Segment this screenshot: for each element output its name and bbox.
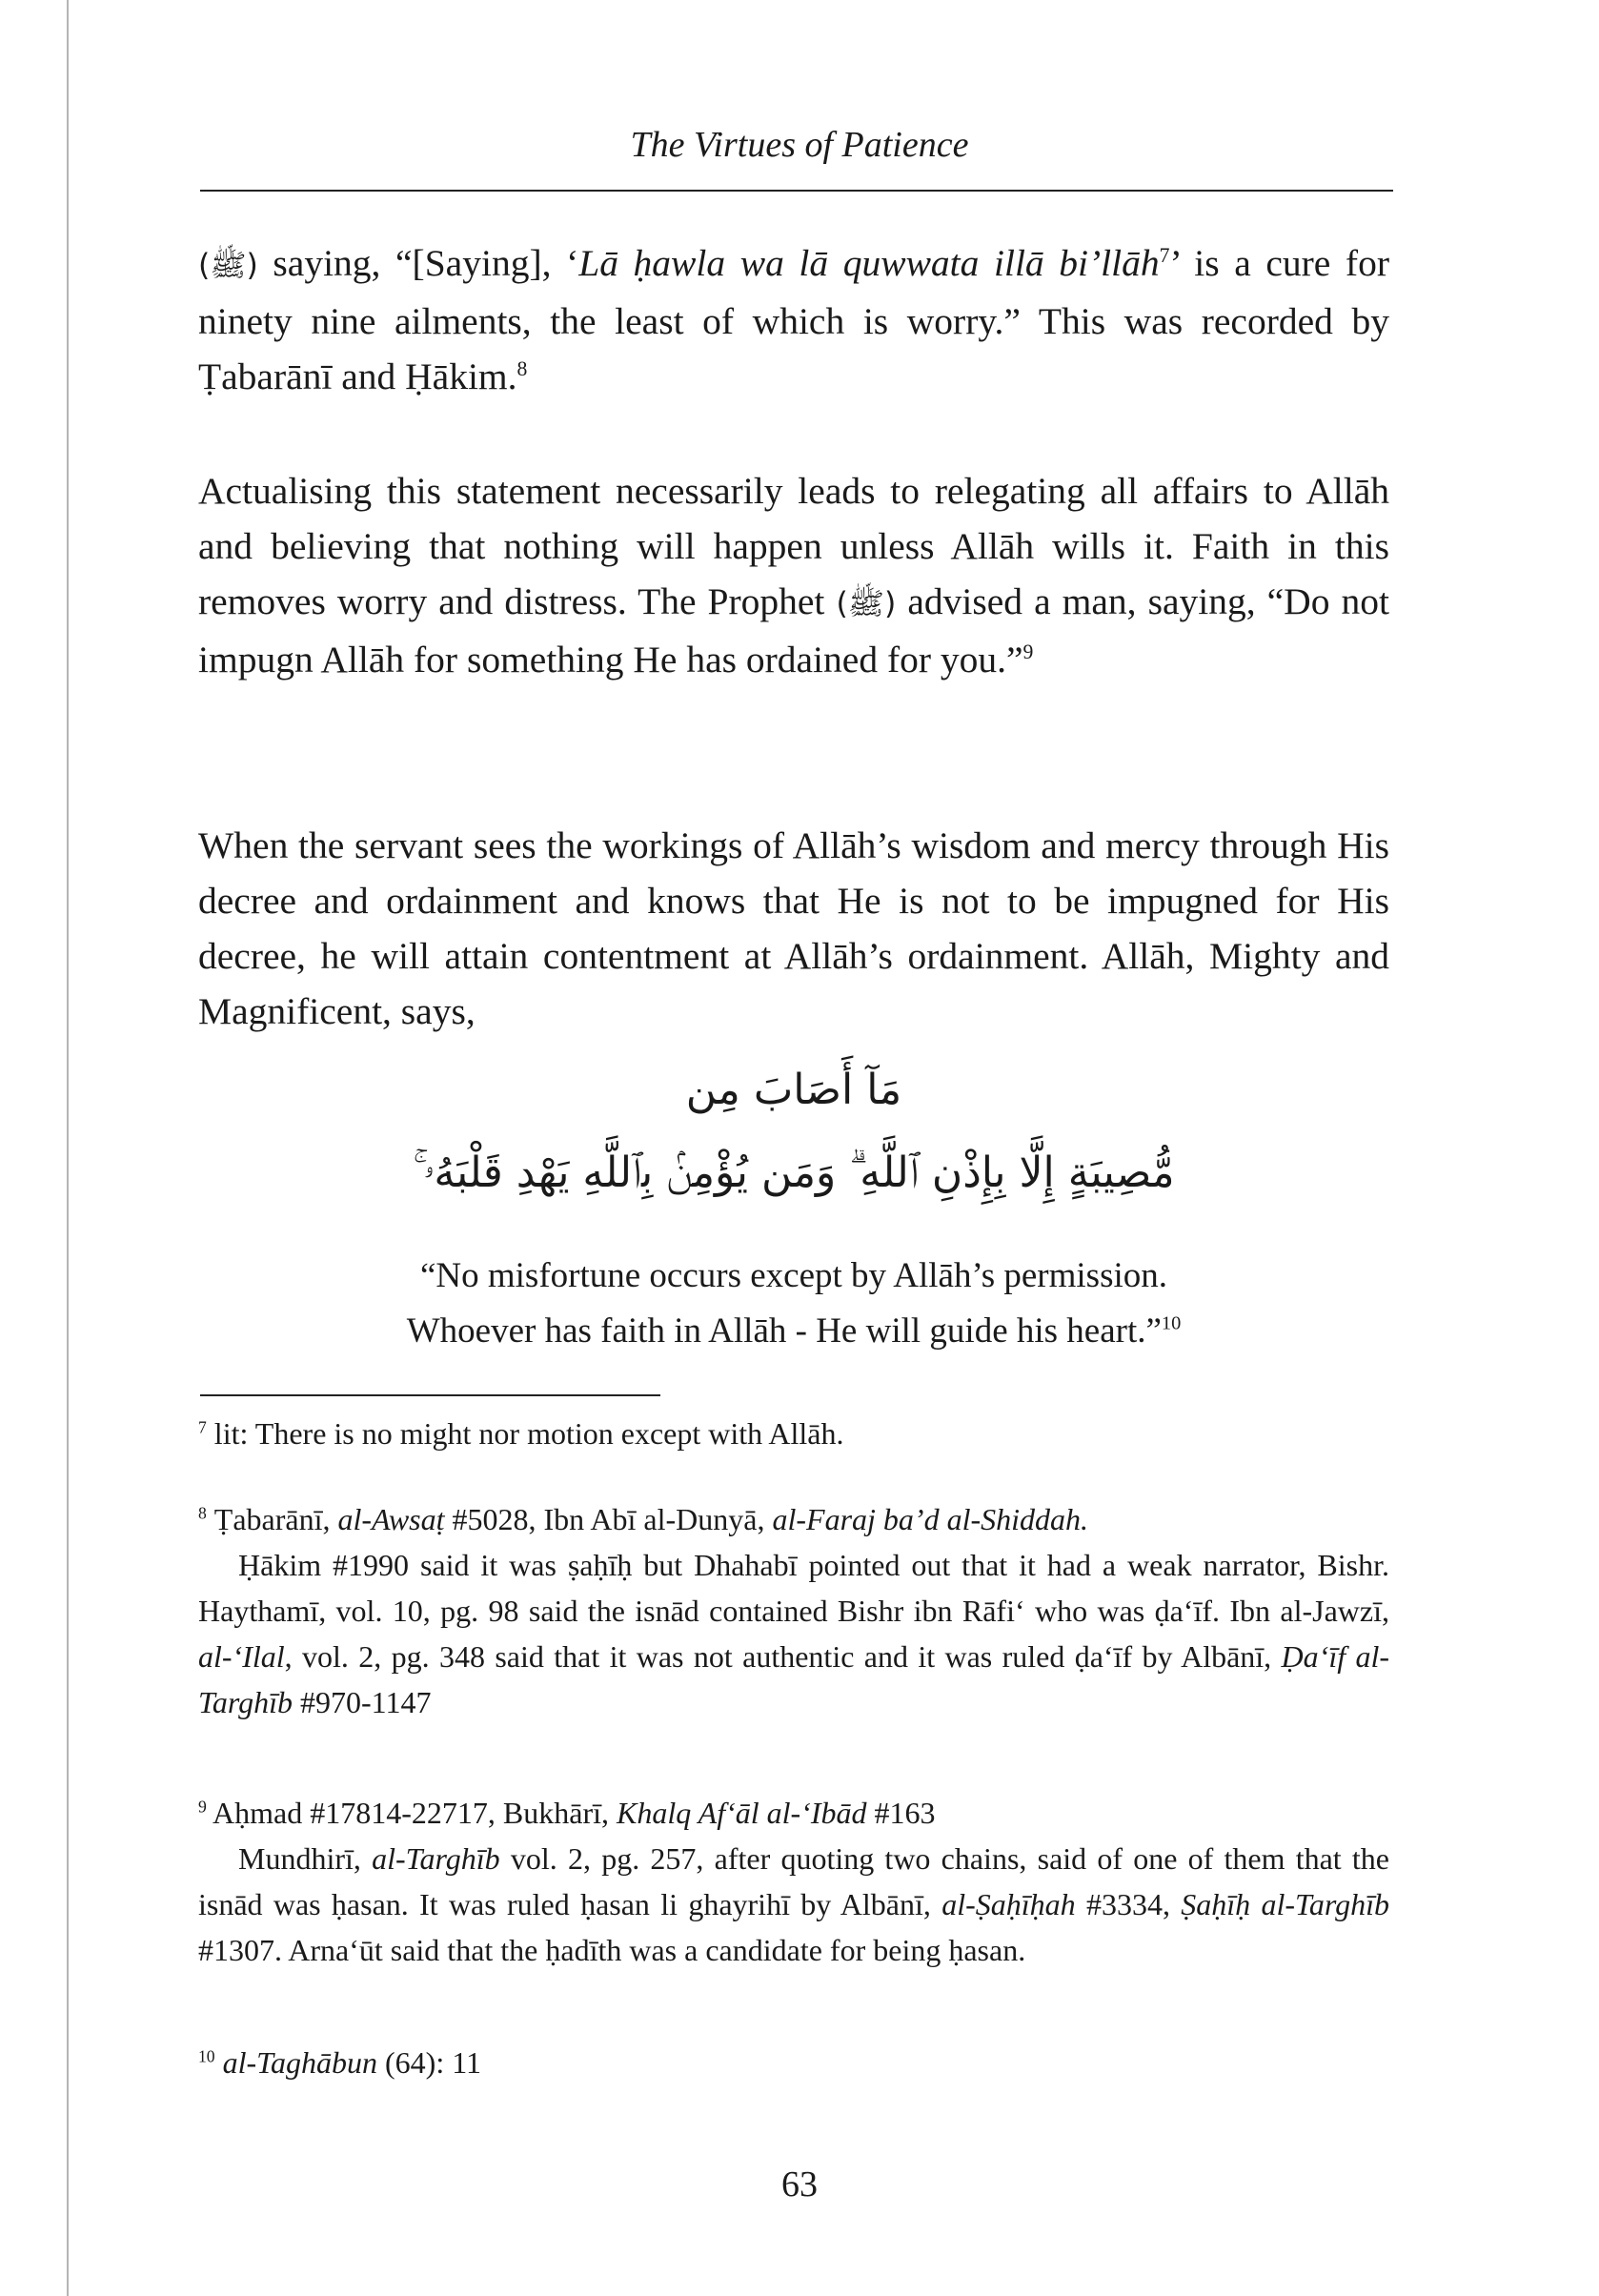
footnote-number: 8 <box>198 1503 207 1523</box>
paragraph-2: Actualising this statement necessarily leads to relegating all affairs to Allāh and believing that nothing will happen unless Allāh wills it. Faith in this removes worry and distress. The Prophet (ﷺ) advised a man, saying, “Do not impugn Allāh for something He has ordained for you.”$^9$ <box>198 470 1389 681</box>
footnote-ref-10[interactable]: 10 <box>1161 1312 1182 1334</box>
footnote-7: $^7$ lit: There is no might nor motion except with Allāh. <box>198 1416 844 1451</box>
footnote-number: 9 <box>198 1797 207 1817</box>
paragraph-1: (ﷺ) saying, “[Saying], ‘Lā ḥawla wa lā quwwata illā bi’llāh$^7$’ is a cure for ninety nine ailments, the least of which is worry.” This was recorded by Ṭabarānī and Ḥākim.$^8$ <box>198 242 1389 397</box>
footnote-separator <box>200 1394 660 1396</box>
translation-line-1: “No misfortune occurs except by Allāh’s permission. <box>419 1256 1168 1295</box>
page-number: 63 <box>781 2164 818 2205</box>
footnote-number: 7 <box>198 1417 207 1437</box>
quran-verse-translation <box>198 1249 1389 1359</box>
quran-verse-arabic-line-2: مُّصِيبَةٍ إِلَّا بِإِذْنِ ٱللَّهِ ۗ وَمَن يُؤْمِنۢ بِٱللَّهِ يَهْدِ قَلْبَهُۥ ۚ <box>413 1148 1175 1197</box>
paragraph-3: When the servant sees the workings of Allāh’s wisdom and mercy through His decree and ordainment and knows that He is not to be impugned for His decree, he will attain contentment at Allāh’s ordainment. Allāh, Mighty and Magnificent, says, <box>198 824 1389 1032</box>
footnote-ref-7[interactable]: 7 <box>1159 243 1170 267</box>
salutation-symbol: (ﷺ) <box>198 249 258 283</box>
transliterated-phrase: Lā ḥawla wa lā quwwata illā bi’llāh <box>578 242 1160 284</box>
header-rule <box>200 190 1393 192</box>
footnote-ref-8[interactable]: 8 <box>516 356 528 380</box>
footnote-ref-9[interactable]: 9 <box>1022 640 1034 663</box>
footnote-number: 10 <box>198 2046 215 2066</box>
running-head: The Virtues of Patience <box>630 125 969 165</box>
scan-gutter-line <box>67 0 69 2296</box>
footnote-8: $^8$ Ṭabarānī, al-Awsaṭ #5028, Ibn Abī al-Dunyā, al-Faraj ba’d al-Shiddah. Ḥākim #1990 said it was ṣaḥīḥ but Dhahabī pointed out that it had a weak narrator, Bishr. Haythamī, vol. 10, pg. 98 said the isnād contained Bishr ibn Rāfi‘ who was ḍa‘īf. Ibn al-Jawzī, al-‘Ilal, vol. 2, pg. 348 said that it was not authentic and it was ruled ḍa‘īf by Albānī, Ḍa‘īf al-Targhīb #970-1147 <box>198 1502 1390 1719</box>
translation-line-2: Whoever has faith in Allāh - He will guide his heart.”$^{10}$ <box>406 1311 1182 1351</box>
footnote-10: $^{10}$ al-Taghābun (64): 11 <box>198 2045 482 2080</box>
footnote-9: $^9$ Aḥmad #17814-22717, Bukhārī, Khalq Af‘āl al-‘Ibād #163 Mundhirī, al-Targhīb vol. 2, pg. 257, after quoting two chains, said of one of them that the isnād was ḥasan. It was ruled ḥasan li ghayrihī by Albānī, al-Ṣaḥīḥah #3334, Ṣaḥīḥ al-Targhīb #1307. Arna‘ūt said that the ḥadīth was a candidate for being ḥasan. <box>198 1796 1390 1967</box>
quran-verse-arabic-line-1: مَآ أَصَابَ مِن <box>685 1066 902 1114</box>
salutation-symbol: (ﷺ) <box>836 587 897 621</box>
